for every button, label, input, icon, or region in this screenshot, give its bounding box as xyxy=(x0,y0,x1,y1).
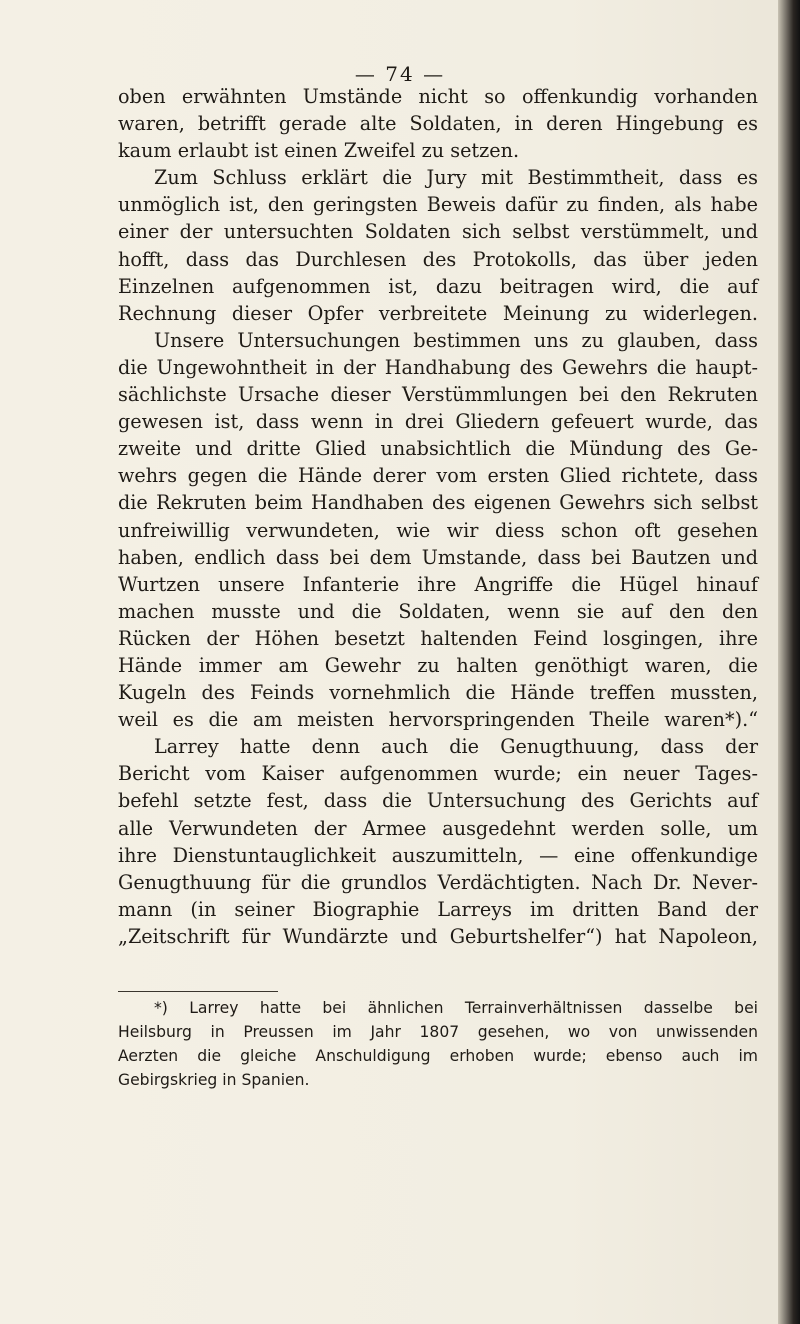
text-line: mann (in seiner Biographie Larreys im dritten Band der xyxy=(118,897,758,921)
text-line: Genugthuung für die grundlos Verdächtigten. Nach Dr. Never- xyxy=(118,870,758,894)
text-line: waren, betrifft gerade alte Soldaten, in deren Hingebung es xyxy=(118,112,758,136)
text-line: kaum erlaubt ist einen Zweifel zu setzen. xyxy=(118,139,520,163)
footnote-line: Gebirgskrieg in Spanien. xyxy=(118,1071,310,1089)
text-line: Hände immer am Gewehr zu halten genöthigt waren, die xyxy=(118,653,758,677)
text-line: Bericht vom Kaiser aufgenommen wurde; ein neuer Tages- xyxy=(118,762,758,786)
text-line: einer der untersuchten Soldaten sich selbst verstümmelt, und xyxy=(118,220,758,244)
text-line: Unsere Untersuchungen bestimmen uns zu glauben, dass xyxy=(154,328,758,352)
text-line: Rücken der Höhen besetzt haltenden Feind losgingen, ihre xyxy=(118,626,758,650)
footnote-line: Aerzten die gleiche Anschuldigung erhoben wurde; ebenso auch im xyxy=(118,1047,758,1065)
text-line: hofft, dass das Durchlesen des Protokolls, das über jeden xyxy=(118,247,758,271)
footnote-line: Heilsburg in Preussen im Jahr 1807 gesehen, wo von unwissenden xyxy=(118,1023,758,1041)
text-line: Larrey hatte denn auch die Genugthuung, dass der xyxy=(154,735,758,759)
text-line: sächlichste Ursache dieser Verstümmlungen bei den Rekruten xyxy=(118,383,758,407)
text-line: gewesen ist, dass wenn in drei Gliedern gefeuert wurde, das xyxy=(118,410,758,434)
page-number: — 74 — xyxy=(354,62,446,86)
text-line: zweite und dritte Glied unabsichtlich die Mündung des Ge- xyxy=(118,437,758,461)
text-line: die Ungewohntheit in der Handhabung des Gewehrs die haupt- xyxy=(118,355,758,379)
page-edge-shadow xyxy=(778,0,800,1324)
footnote-line: *) Larrey hatte bei ähnlichen Terrainverhältnissen dasselbe bei xyxy=(154,999,758,1017)
text-line: wehrs gegen die Hände derer vom ersten Glied richtete, dass xyxy=(118,464,758,488)
text-line: befehl setzte fest, dass die Untersuchung des Gerichts auf xyxy=(118,789,758,813)
footnote xyxy=(118,996,758,1092)
text-line: ihre Dienstuntauglichkeit auszumitteln, — eine offenkundige xyxy=(118,843,758,867)
footnote-divider xyxy=(118,991,278,992)
text-line: machen musste und die Soldaten, wenn sie auf den den xyxy=(118,599,758,623)
text-line: oben erwähnten Umstände nicht so offenkundig vorhanden xyxy=(118,85,758,108)
text-line: unfreiwillig verwundeten, wie wir diess schon oft gesehen xyxy=(118,518,758,542)
text-line: weil es die am meisten hervorspringenden Theile waren*).“ xyxy=(118,708,758,732)
text-line: alle Verwundeten der Armee ausgedehnt werden solle, um xyxy=(118,816,758,840)
text-line: Kugeln des Feinds vornehmlich die Hände treffen mussten, xyxy=(118,681,758,705)
main-text xyxy=(118,83,758,950)
text-line: Wurtzen unsere Infanterie ihre Angriffe die Hügel hinauf xyxy=(118,572,758,596)
text-line: Rechnung dieser Opfer verbreitete Meinung zu widerlegen. xyxy=(118,301,758,325)
text-line: unmöglich ist, den geringsten Beweis dafür zu finden, als habe xyxy=(118,193,758,217)
text-line: die Rekruten beim Handhaben des eigenen Gewehrs sich selbst xyxy=(118,491,758,515)
text-line: haben, endlich dass bei dem Umstande, dass bei Bautzen und xyxy=(118,545,758,569)
text-line: Zum Schluss erklärt die Jury mit Bestimmtheit, dass es xyxy=(154,166,758,190)
text-line: Einzelnen aufgenommen ist, dazu beitragen wird, die auf xyxy=(118,274,758,298)
text-line: „Zeitschrift für Wundärzte und Geburtshelfer“) hat Napoleon, xyxy=(118,924,758,948)
